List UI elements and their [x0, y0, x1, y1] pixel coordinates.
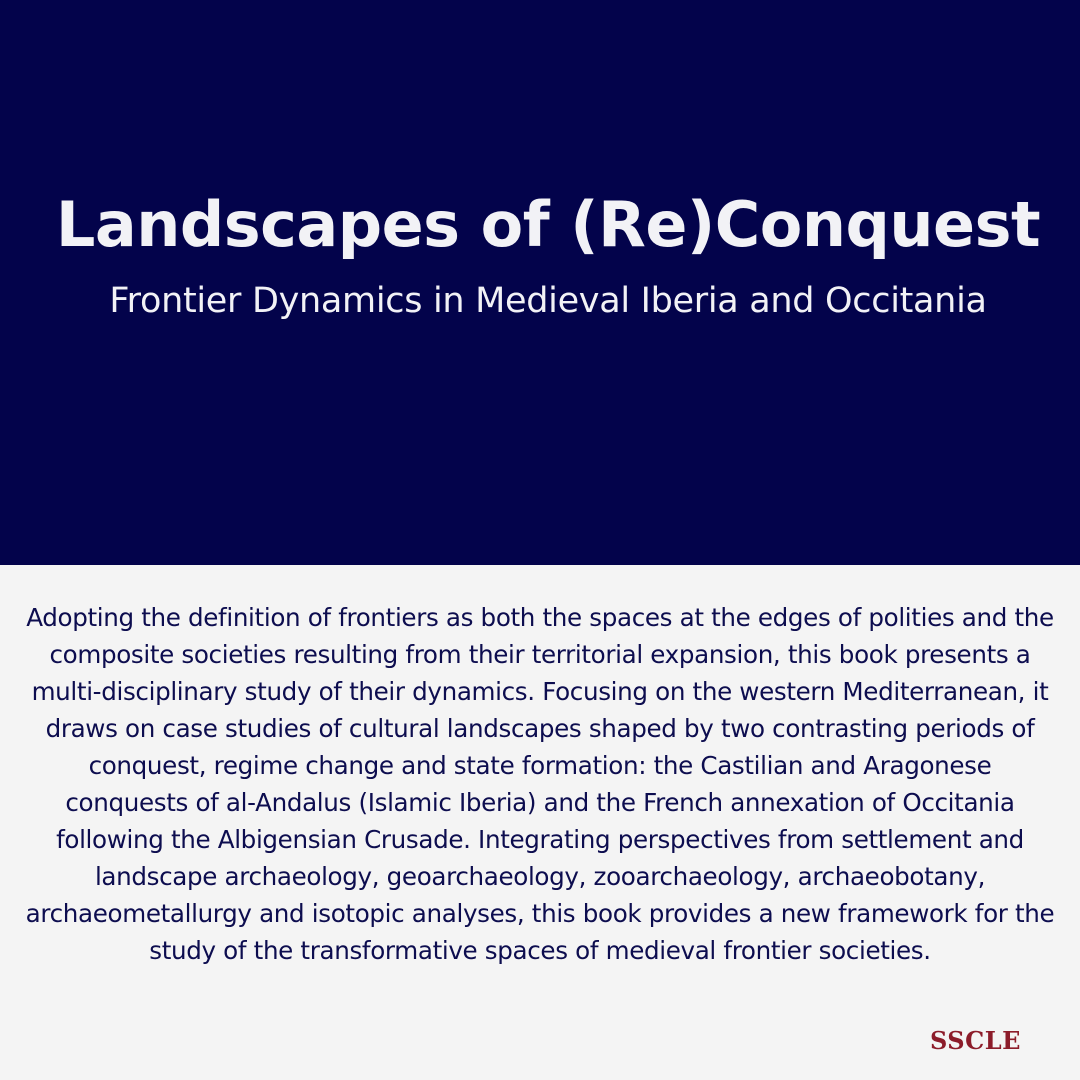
- book-title: Landscapes of (Re)Conquest: [55, 188, 1041, 261]
- sscle-logo: SSCLE: [930, 1026, 1021, 1055]
- book-subtitle: Frontier Dynamics in Medieval Iberia and Occitania: [109, 281, 987, 321]
- book-description: Adopting the definition of frontiers as both the spaces at the edges of polities and the composite societies resulting from their territorial expansion, this book presents a multi-disciplinary study of their dynamics. Focusing on the western Mediterranean, it draws on case studies of cultural landscapes shaped by two contrasting periods of conquest, regime change and state formation: the Castilian and Aragonese conquests of al-Andalus (Islamic Iberia) and the French annexation of Occitania following the Albigensian Crusade. Integrating perspectives from settlement and landscape archaeology, geoarchaeology, zooarchaeology, archaeobotany, archaeometallurgy and isotopic analyses, this book provides a new framework for the study of the transformative spaces of medieval frontier societies.: [25, 603, 1055, 965]
